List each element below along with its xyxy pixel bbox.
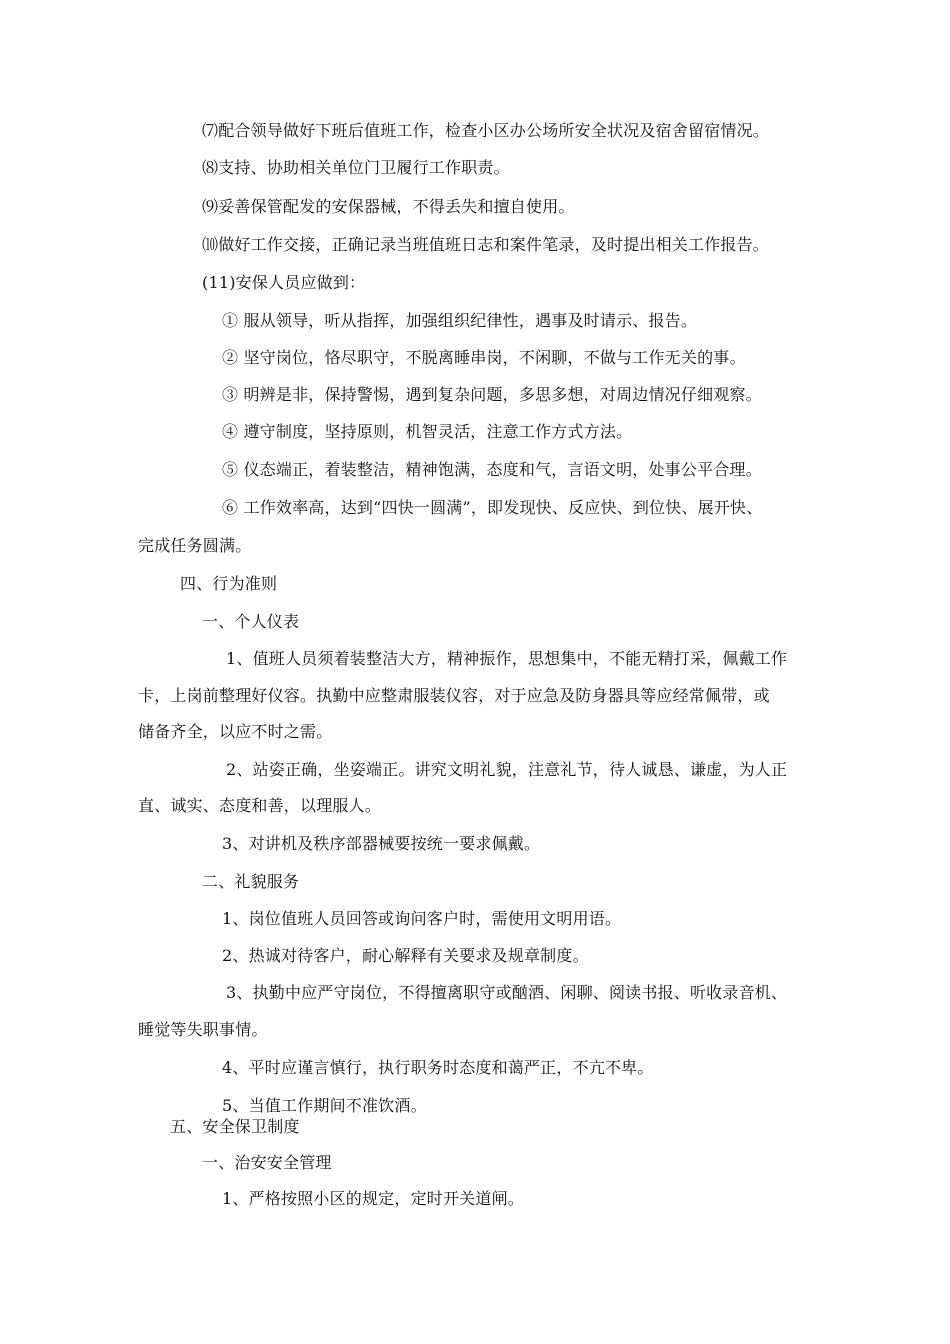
paragraph-line: 睡觉等失职事情。 [138, 1020, 268, 1039]
duty-item-4: ④ 遵守制度，坚持原则，机智灵活，注意工作方式方法。 [222, 422, 633, 441]
duty-item-6: ⑥ 工作效率高，达到“四快一圆满”，即发现快、反应快、到位快、展开快、 [222, 498, 763, 517]
paragraph-line: 2、热诚对待客户，耐心解释有关要求及规章制度。 [222, 946, 589, 965]
duty-item-3: ③ 明辨是非，保持警惕，遇到复杂问题，多思多想，对周边情况仔细观察。 [222, 385, 762, 404]
paragraph-line: 储备齐全，以应不时之需。 [138, 722, 333, 741]
list-item-11: (11)安保人员应做到： [202, 273, 366, 292]
list-item-9: ⑼妥善保管配发的安保器械，不得丢失和擅自使用。 [202, 197, 575, 216]
duty-item-1: ① 服从领导，听从指挥，加强组织纪律性，遇事及时请示、报告。 [222, 311, 698, 330]
paragraph-line: 3、对讲机及秩序部器械要按统一要求佩戴。 [222, 834, 541, 853]
duty-item-2: ② 坚守岗位，恪尽职守，不脱离睡串岗，不闲聊，不做与工作无关的事。 [222, 348, 746, 367]
paragraph-line: 4、平时应谨言慎行，执行职务时态度和蔼严正，不亢不卑。 [222, 1058, 654, 1077]
list-item-8: ⑻支持、协助相关单位门卫履行工作职责。 [202, 158, 510, 177]
paragraph-line: 卡，上岗前整理好仪容。执勤中应整肃服装仪容，对于应急及防身器具等应经常佩带，或 [138, 686, 770, 705]
list-item-10: ⑽做好工作交接，正确记录当班值班日志和案件笔录，及时提出相关工作报告。 [202, 235, 770, 254]
section-heading-4: 四、行为准则 [180, 574, 278, 593]
paragraph-line: 直、诚实、态度和善，以理服人。 [138, 796, 382, 815]
section-heading-5: 五、安全保卫制度 [170, 1117, 300, 1136]
paragraph-line: 1、岗位值班人员回答或询问客户时，需使用文明用语。 [222, 909, 622, 928]
paragraph-line: 1、值班人员须着装整洁大方，精神振作，思想集中，不能无精打采，佩戴工作 [226, 649, 788, 668]
subsection-heading-appearance: 一、个人仪表 [202, 612, 300, 631]
subsection-heading-security: 一、治安安全管理 [202, 1153, 332, 1172]
paragraph-line: 1、严格按照小区的规定，定时开关道闸。 [222, 1189, 524, 1208]
duty-item-5: ⑤ 仪态端正，着装整洁，精神饱满，态度和气，言语文明，处事公平合理。 [222, 460, 762, 479]
duty-item-6-cont: 完成任务圆满。 [138, 536, 252, 555]
paragraph-line: 5、当值工作期间不准饮酒。 [222, 1096, 427, 1115]
paragraph-line: 2、站姿正确，坐姿端正。讲究文明礼貌，注意礼节，待人诚恳、谦虚，为人正 [226, 760, 788, 779]
list-item-7: ⑺配合领导做好下班后值班工作，检查小区办公场所安全状况及宿舍留宿情况。 [202, 121, 770, 140]
subsection-heading-courtesy: 二、礼貌服务 [202, 872, 300, 891]
paragraph-line: 3、执勤中应严守岗位，不得擅离职守或酗酒、闲聊、阅读书报、听收录音机、 [226, 983, 788, 1002]
